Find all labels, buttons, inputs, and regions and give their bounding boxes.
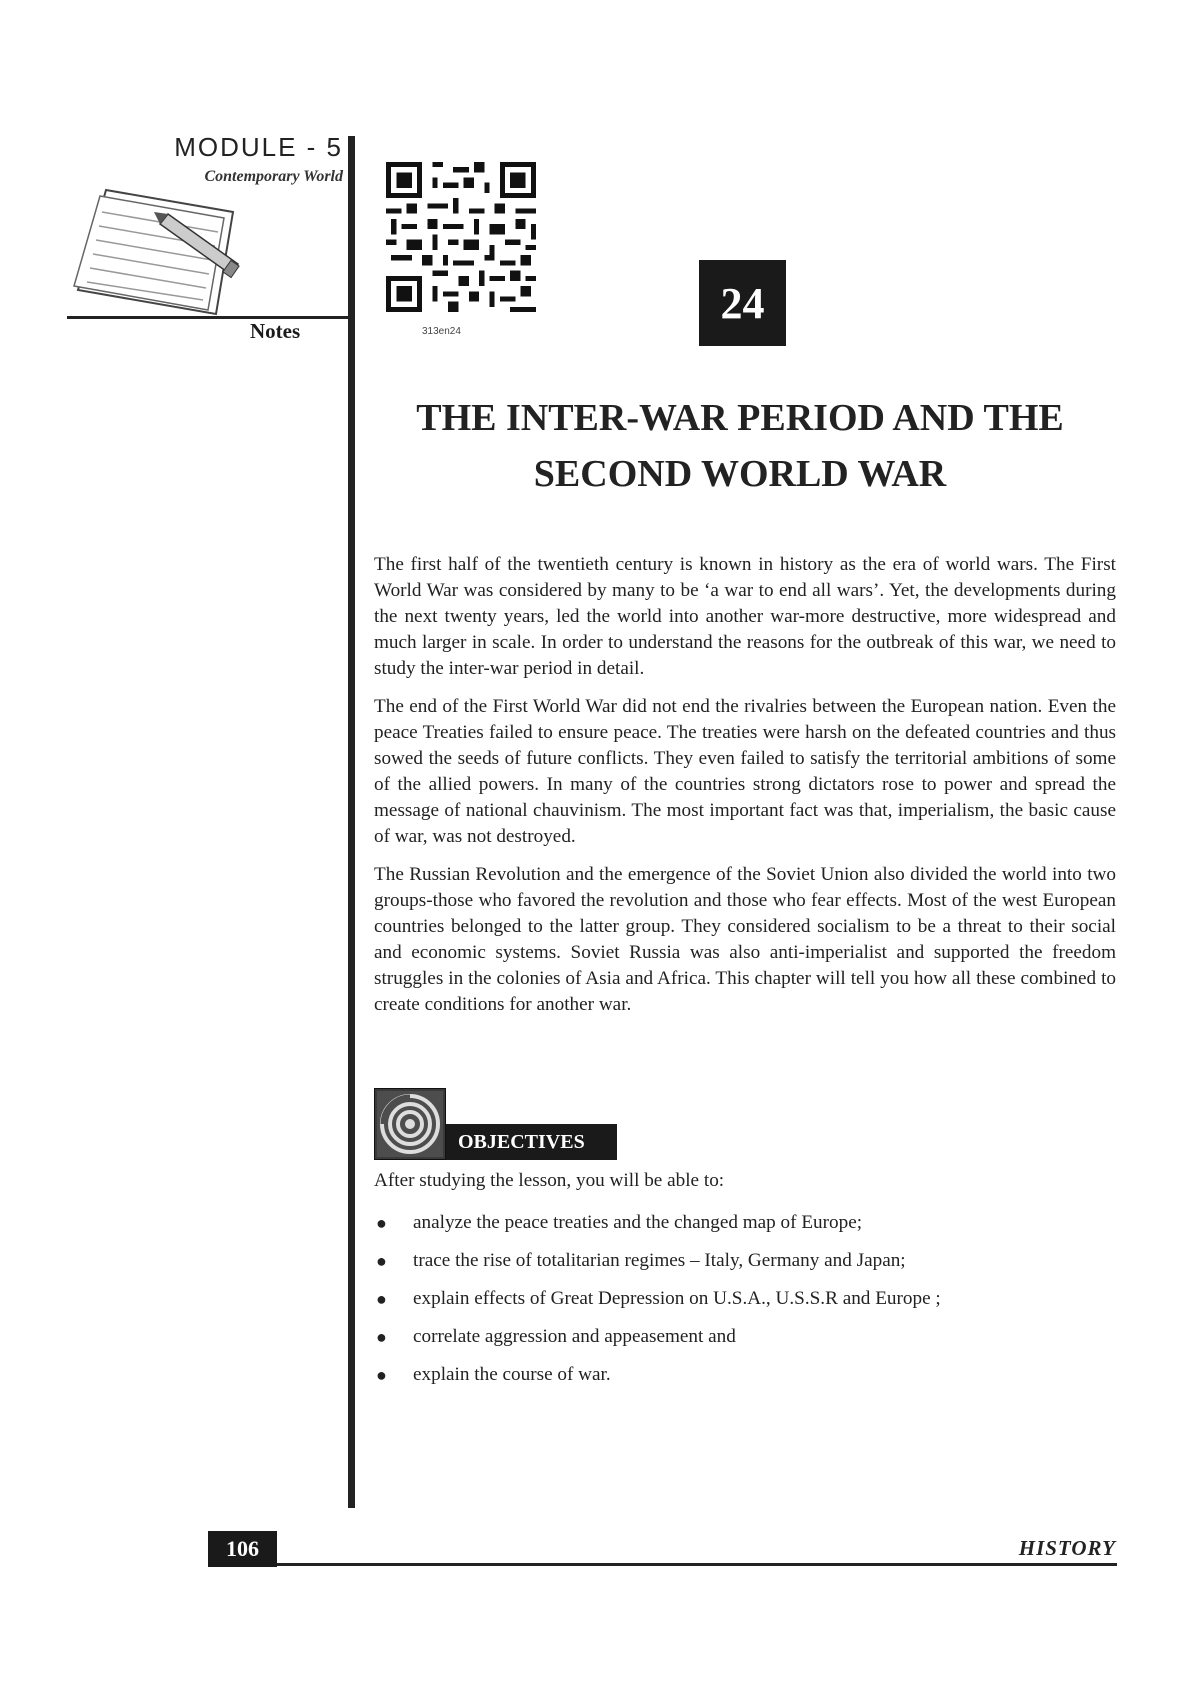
list-item	[374, 1286, 941, 1324]
module-subtitle: Contemporary World	[204, 168, 343, 185]
footer-subject: HISTORY	[1018, 1536, 1116, 1560]
target-icon	[374, 1088, 446, 1160]
paragraph: The first half of the twentieth century is known in history as the era of world wars. The First World War was considered by many to be ‘a war to end all wars’. Yet, the developments during the next twenty years, led the world into another war-more destructive, more widespread and much larger in scale. In order to understand the reasons for the outbreak of this war, we need to study the inter-war period in detail.	[374, 554, 1116, 679]
notes-label: Notes	[250, 319, 301, 343]
qr-caption: 313en24	[422, 326, 461, 337]
objectives-intro: After studying the lesson, you will be able to:	[374, 1170, 725, 1191]
bullet-icon: ●	[376, 1327, 387, 1347]
objective-text: explain effects of Great Depression on U.S.A., U.S.S.R and Europe ;	[413, 1288, 941, 1309]
chapter-title-line-2: SECOND WORLD WAR	[533, 453, 947, 495]
list-item	[374, 1210, 941, 1248]
objective-text: analyze the peace treaties and the changed map of Europe;	[413, 1212, 863, 1233]
objectives-list	[374, 1210, 941, 1400]
notepad-pencil-icon	[68, 182, 248, 317]
bullet-icon: ●	[376, 1289, 387, 1309]
page-number: 106	[208, 1531, 277, 1567]
objective-text: correlate aggression and appeasement and	[413, 1326, 736, 1347]
bullet-icon: ●	[376, 1251, 387, 1271]
chapter-title	[370, 390, 1110, 502]
list-item	[374, 1324, 941, 1362]
paragraph: The end of the First World War did not end the rivalries between the European nation. Even the peace Treaties failed to ensure peace. The treaties were harsh on the defeated countries and thus sowed the seeds of future conflicts. They even failed to satisfy the territorial ambitions of some of the allied powers. In many of the countries strong dictators rose to power and spread the message of national chauvinism. The most important fact was that, imperialism, the basic cause of war, was not destroyed.	[374, 696, 1116, 847]
objective-text: trace the rise of totalitarian regimes – Italy, Germany and Japan;	[413, 1250, 906, 1271]
header-divider	[67, 316, 348, 319]
footer-divider	[277, 1563, 1117, 1566]
list-item	[374, 1362, 941, 1400]
margin-divider	[348, 136, 355, 1508]
qr-code-icon[interactable]	[386, 162, 536, 312]
bullet-icon: ●	[376, 1365, 387, 1385]
chapter-intro	[374, 552, 1116, 1030]
chapter-title-line-1: THE INTER-WAR PERIOD AND THE	[416, 397, 1064, 439]
module-label: MODULE - 5	[174, 132, 343, 162]
bullet-icon: ●	[376, 1213, 387, 1233]
chapter-number: 24	[699, 260, 786, 346]
list-item	[374, 1248, 941, 1286]
objective-text: explain the course of war.	[413, 1364, 611, 1385]
paragraph: The Russian Revolution and the emergence of the Soviet Union also divided the world into two groups-those who favored the revolution and those who fear effects. Most of the west European countries belonged to the latter group. They considered socialism to be a threat to their social and economic systems. Soviet Russia was also anti-imperialist and supported the freedom struggles in the colonies of Asia and Africa. This chapter will tell you how all these combined to create conditions for another war.	[374, 864, 1116, 1015]
objectives-heading: OBJECTIVES	[446, 1124, 617, 1160]
